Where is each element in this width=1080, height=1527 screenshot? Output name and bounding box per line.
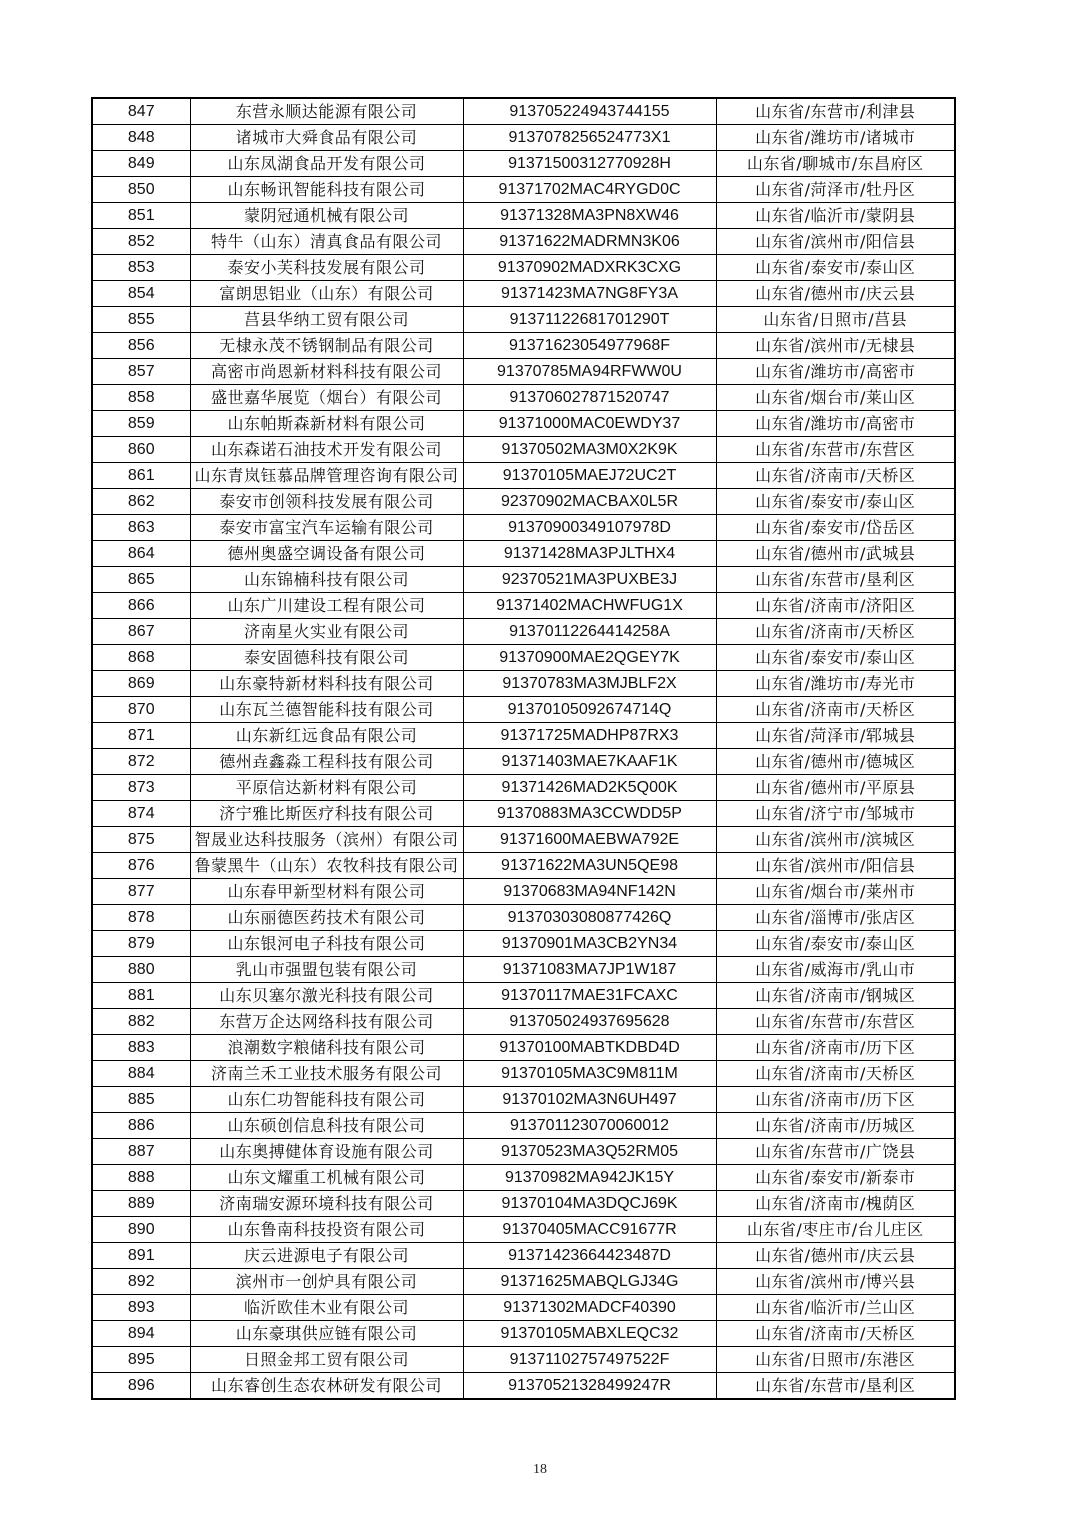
row-number: 878 <box>92 905 190 931</box>
table-row <box>92 489 955 515</box>
row-number: 892 <box>92 1269 190 1295</box>
region: 山东省/泰安市/泰山区 <box>716 255 955 281</box>
table-row <box>92 1139 955 1165</box>
region: 山东省/德州市/平原县 <box>716 775 955 801</box>
row-number: 856 <box>92 333 190 359</box>
region: 山东省/济南市/钢城区 <box>716 983 955 1009</box>
company-name: 德州垚鑫淼工程科技有限公司 <box>190 749 463 775</box>
row-number: 866 <box>92 593 190 619</box>
company-name: 山东锦楠科技有限公司 <box>190 567 463 593</box>
credit-code: 91370523MA3Q52RM05 <box>463 1139 716 1165</box>
region: 山东省/济南市/济阳区 <box>716 593 955 619</box>
table-row <box>92 879 955 905</box>
row-number: 879 <box>92 931 190 957</box>
region: 山东省/德州市/德城区 <box>716 749 955 775</box>
row-number: 860 <box>92 437 190 463</box>
credit-code: 91371622MADRMN3K06 <box>463 229 716 255</box>
table-row <box>92 1217 955 1243</box>
table-row <box>92 749 955 775</box>
company-name: 山东森诺石油技术开发有限公司 <box>190 437 463 463</box>
region: 山东省/德州市/武城县 <box>716 541 955 567</box>
table-row <box>92 1087 955 1113</box>
company-name: 鲁蒙黑牛（山东）农牧科技有限公司 <box>190 853 463 879</box>
row-number: 890 <box>92 1217 190 1243</box>
table-row <box>92 541 955 567</box>
region: 山东省/德州市/庆云县 <box>716 281 955 307</box>
region: 山东省/济南市/天桥区 <box>716 1061 955 1087</box>
credit-code: 91370117MAE31FCAXC <box>463 983 716 1009</box>
row-number: 884 <box>92 1061 190 1087</box>
company-name: 济南瑞安源环境科技有限公司 <box>190 1191 463 1217</box>
row-number: 882 <box>92 1009 190 1035</box>
table-row <box>92 463 955 489</box>
credit-code: 91370901MA3CB2YN34 <box>463 931 716 957</box>
row-number: 848 <box>92 125 190 151</box>
company-name: 泰安小芙科技发展有限公司 <box>190 255 463 281</box>
table-row <box>92 775 955 801</box>
row-number: 858 <box>92 385 190 411</box>
company-name: 山东文耀重工机械有限公司 <box>190 1165 463 1191</box>
table-row <box>92 827 955 853</box>
region: 山东省/淄博市/张店区 <box>716 905 955 931</box>
table-row <box>92 385 955 411</box>
company-name: 山东帕斯森新材料有限公司 <box>190 411 463 437</box>
region: 山东省/济宁市/邹城市 <box>716 801 955 827</box>
company-name: 高密市尚恩新材料科技有限公司 <box>190 359 463 385</box>
credit-code: 92370902MACBAX0L5R <box>463 489 716 515</box>
company-name: 东营永顺达能源有限公司 <box>190 98 463 125</box>
credit-code: 91370104MA3DQCJ69K <box>463 1191 716 1217</box>
table-row <box>92 1373 955 1400</box>
credit-code: 91371102757497522F <box>463 1347 716 1373</box>
credit-code: 91370785MA94RFWW0U <box>463 359 716 385</box>
region: 山东省/泰安市/泰山区 <box>716 489 955 515</box>
credit-code: 91370982MA942JK15Y <box>463 1165 716 1191</box>
company-name: 富朗思铝业（山东）有限公司 <box>190 281 463 307</box>
table-row <box>92 359 955 385</box>
credit-code: 91371428MA3PJLTHX4 <box>463 541 716 567</box>
company-name: 盛世嘉华展览（烟台）有限公司 <box>190 385 463 411</box>
company-name: 山东广川建设工程有限公司 <box>190 593 463 619</box>
region: 山东省/济南市/天桥区 <box>716 697 955 723</box>
credit-code: 91370105MAEJ72UC2T <box>463 463 716 489</box>
table-row <box>92 307 955 333</box>
row-number: 891 <box>92 1243 190 1269</box>
credit-code: 91370112264414258A <box>463 619 716 645</box>
region: 山东省/枣庄市/台儿庄区 <box>716 1217 955 1243</box>
row-number: 862 <box>92 489 190 515</box>
region: 山东省/潍坊市/诸城市 <box>716 125 955 151</box>
region: 山东省/潍坊市/高密市 <box>716 411 955 437</box>
credit-code: 91370900349107978D <box>463 515 716 541</box>
company-name: 山东银河电子科技有限公司 <box>190 931 463 957</box>
table-row <box>92 1191 955 1217</box>
region: 山东省/济南市/槐荫区 <box>716 1191 955 1217</box>
company-name: 无棣永茂不锈钢制品有限公司 <box>190 333 463 359</box>
credit-code: 91370783MA3MJBLF2X <box>463 671 716 697</box>
region: 山东省/泰安市/新泰市 <box>716 1165 955 1191</box>
credit-code: 91371403MAE7KAAF1K <box>463 749 716 775</box>
company-name: 济南星火实业有限公司 <box>190 619 463 645</box>
region: 山东省/威海市/乳山市 <box>716 957 955 983</box>
company-name: 山东新红远食品有限公司 <box>190 723 463 749</box>
region: 山东省/烟台市/莱山区 <box>716 385 955 411</box>
table-row <box>92 255 955 281</box>
region: 山东省/滨州市/无棣县 <box>716 333 955 359</box>
region: 山东省/聊城市/东昌府区 <box>716 151 955 177</box>
credit-code: 913705024937695628 <box>463 1009 716 1035</box>
table-row <box>92 1269 955 1295</box>
credit-code: 91370902MADXRK3CXG <box>463 255 716 281</box>
credit-code: 91371423664423487D <box>463 1243 716 1269</box>
table-row <box>92 411 955 437</box>
company-name: 济南兰禾工业技术服务有限公司 <box>190 1061 463 1087</box>
region: 山东省/泰安市/岱岳区 <box>716 515 955 541</box>
row-number: 847 <box>92 98 190 125</box>
region: 山东省/日照市/莒县 <box>716 307 955 333</box>
table-row <box>92 1035 955 1061</box>
row-number: 875 <box>92 827 190 853</box>
credit-code: 92370521MA3PUXBE3J <box>463 567 716 593</box>
table-row <box>92 1165 955 1191</box>
table-row <box>92 723 955 749</box>
row-number: 868 <box>92 645 190 671</box>
region: 山东省/泰安市/泰山区 <box>716 645 955 671</box>
company-name: 滨州市一创炉具有限公司 <box>190 1269 463 1295</box>
region: 山东省/滨州市/阳信县 <box>716 229 955 255</box>
region: 山东省/东营市/东营区 <box>716 437 955 463</box>
table-row <box>92 957 955 983</box>
region: 山东省/济南市/历下区 <box>716 1087 955 1113</box>
company-name: 济宁雅比斯医疗科技有限公司 <box>190 801 463 827</box>
company-name: 山东豪特新材料科技有限公司 <box>190 671 463 697</box>
table-row <box>92 437 955 463</box>
region: 山东省/济南市/天桥区 <box>716 1321 955 1347</box>
company-name: 山东奥搏健体育设施有限公司 <box>190 1139 463 1165</box>
credit-code: 91370502MA3M0X2K9K <box>463 437 716 463</box>
region: 山东省/烟台市/莱州市 <box>716 879 955 905</box>
credit-code: 91370521328499247R <box>463 1373 716 1400</box>
region: 山东省/东营市/垦利区 <box>716 1373 955 1400</box>
row-number: 880 <box>92 957 190 983</box>
company-name: 山东睿创生态农林研发有限公司 <box>190 1373 463 1400</box>
credit-code: 91370405MACC91677R <box>463 1217 716 1243</box>
table-row <box>92 983 955 1009</box>
row-number: 851 <box>92 203 190 229</box>
credit-code: 91370683MA94NF142N <box>463 879 716 905</box>
row-number: 854 <box>92 281 190 307</box>
credit-code: 91371302MADCF40390 <box>463 1295 716 1321</box>
credit-code: 91371623054977968F <box>463 333 716 359</box>
table-row <box>92 1009 955 1035</box>
credit-code: 913706027871520747 <box>463 385 716 411</box>
company-name: 山东贝塞尔激光科技有限公司 <box>190 983 463 1009</box>
table-row <box>92 905 955 931</box>
region: 山东省/滨州市/滨城区 <box>716 827 955 853</box>
table-row <box>92 1061 955 1087</box>
row-number: 886 <box>92 1113 190 1139</box>
region: 山东省/东营市/利津县 <box>716 98 955 125</box>
table-row <box>92 1243 955 1269</box>
table-row <box>92 1113 955 1139</box>
company-name: 特牛（山东）清真食品有限公司 <box>190 229 463 255</box>
company-name: 山东鲁南科技投资有限公司 <box>190 1217 463 1243</box>
row-number: 857 <box>92 359 190 385</box>
company-name: 泰安市富宝汽车运输有限公司 <box>190 515 463 541</box>
credit-code: 91371426MAD2K5Q00K <box>463 775 716 801</box>
table-row <box>92 151 955 177</box>
table-row <box>92 229 955 255</box>
credit-code: 91370105092674714Q <box>463 697 716 723</box>
table-row <box>92 801 955 827</box>
credit-code: 91371600MAEBWA792E <box>463 827 716 853</box>
row-number: 863 <box>92 515 190 541</box>
credit-code: 91371423MA7NG8FY3A <box>463 281 716 307</box>
region: 山东省/济南市/天桥区 <box>716 463 955 489</box>
region: 山东省/泰安市/泰山区 <box>716 931 955 957</box>
row-number: 849 <box>92 151 190 177</box>
row-number: 876 <box>92 853 190 879</box>
row-number: 873 <box>92 775 190 801</box>
table-row <box>92 697 955 723</box>
company-table <box>91 97 956 1400</box>
credit-code: 91371702MAC4RYGD0C <box>463 177 716 203</box>
table-row <box>92 931 955 957</box>
company-name: 山东青岚钰慕品牌管理咨询有限公司 <box>190 463 463 489</box>
credit-code: 91370100MABTKDBD4D <box>463 1035 716 1061</box>
region: 山东省/菏泽市/郓城县 <box>716 723 955 749</box>
table-row <box>92 515 955 541</box>
credit-code: 91371122681701290T <box>463 307 716 333</box>
credit-code: 91371622MA3UN5QE98 <box>463 853 716 879</box>
company-name: 山东凤湖食品开发有限公司 <box>190 151 463 177</box>
company-name: 泰安固德科技有限公司 <box>190 645 463 671</box>
row-number: 855 <box>92 307 190 333</box>
credit-code: 91370303080877426Q <box>463 905 716 931</box>
row-number: 867 <box>92 619 190 645</box>
credit-code: 91370105MABXLEQC32 <box>463 1321 716 1347</box>
region: 山东省/东营市/垦利区 <box>716 567 955 593</box>
company-name: 山东春甲新型材料有限公司 <box>190 879 463 905</box>
table-row <box>92 567 955 593</box>
page-number: 18 <box>533 1462 547 1477</box>
table-row <box>92 203 955 229</box>
table-row <box>92 1321 955 1347</box>
company-name: 泰安市创领科技发展有限公司 <box>190 489 463 515</box>
row-number: 895 <box>92 1347 190 1373</box>
company-name: 山东丽德医药技术有限公司 <box>190 905 463 931</box>
company-name: 乳山市强盟包装有限公司 <box>190 957 463 983</box>
row-number: 889 <box>92 1191 190 1217</box>
company-name: 山东仁功智能科技有限公司 <box>190 1087 463 1113</box>
row-number: 850 <box>92 177 190 203</box>
row-number: 864 <box>92 541 190 567</box>
row-number: 865 <box>92 567 190 593</box>
company-name: 庆云进源电子有限公司 <box>190 1243 463 1269</box>
credit-code: 91370102MA3N6UH497 <box>463 1087 716 1113</box>
row-number: 869 <box>92 671 190 697</box>
table-row <box>92 593 955 619</box>
row-number: 853 <box>92 255 190 281</box>
row-number: 887 <box>92 1139 190 1165</box>
row-number: 894 <box>92 1321 190 1347</box>
region: 山东省/日照市/东港区 <box>716 1347 955 1373</box>
credit-code: 91371000MAC0EWDY37 <box>463 411 716 437</box>
row-number: 859 <box>92 411 190 437</box>
company-name: 东营万企达网络科技有限公司 <box>190 1009 463 1035</box>
row-number: 871 <box>92 723 190 749</box>
company-name: 平原信达新材料有限公司 <box>190 775 463 801</box>
table-row <box>92 853 955 879</box>
credit-code: 913701123070060012 <box>463 1113 716 1139</box>
region: 山东省/济南市/历下区 <box>716 1035 955 1061</box>
row-number: 872 <box>92 749 190 775</box>
table-row <box>92 333 955 359</box>
company-name: 德州奥盛空调设备有限公司 <box>190 541 463 567</box>
row-number: 852 <box>92 229 190 255</box>
row-number: 888 <box>92 1165 190 1191</box>
credit-code: 91370883MA3CCWDD5P <box>463 801 716 827</box>
credit-code: 91371625MABQLGJ34G <box>463 1269 716 1295</box>
row-number: 874 <box>92 801 190 827</box>
company-name: 浪潮数字粮储科技有限公司 <box>190 1035 463 1061</box>
table-row <box>92 281 955 307</box>
credit-code: 91371500312770928H <box>463 151 716 177</box>
region: 山东省/滨州市/博兴县 <box>716 1269 955 1295</box>
table-row <box>92 177 955 203</box>
company-name: 智晟业达科技服务（滨州）有限公司 <box>190 827 463 853</box>
credit-code: 91370900MAE2QGEY7K <box>463 645 716 671</box>
company-name: 山东豪琪供应链有限公司 <box>190 1321 463 1347</box>
row-number: 883 <box>92 1035 190 1061</box>
row-number: 877 <box>92 879 190 905</box>
company-name: 山东硕创信息科技有限公司 <box>190 1113 463 1139</box>
company-table-body <box>92 98 955 1399</box>
credit-code: 91371402MACHWFUG1X <box>463 593 716 619</box>
region: 山东省/临沂市/蒙阴县 <box>716 203 955 229</box>
region: 山东省/德州市/庆云县 <box>716 1243 955 1269</box>
row-number: 893 <box>92 1295 190 1321</box>
region: 山东省/滨州市/阳信县 <box>716 853 955 879</box>
credit-code: 91371083MA7JP1W187 <box>463 957 716 983</box>
region: 山东省/济南市/历城区 <box>716 1113 955 1139</box>
region: 山东省/东营市/东营区 <box>716 1009 955 1035</box>
table-row <box>92 1295 955 1321</box>
region: 山东省/菏泽市/牡丹区 <box>716 177 955 203</box>
table-row <box>92 98 955 125</box>
company-name: 诸城市大舜食品有限公司 <box>190 125 463 151</box>
company-name: 蒙阴冠通机械有限公司 <box>190 203 463 229</box>
table-row <box>92 645 955 671</box>
region: 山东省/临沂市/兰山区 <box>716 1295 955 1321</box>
credit-code: 91371725MADHP87RX3 <box>463 723 716 749</box>
row-number: 881 <box>92 983 190 1009</box>
table-row <box>92 1347 955 1373</box>
table-row <box>92 125 955 151</box>
region: 山东省/潍坊市/寿光市 <box>716 671 955 697</box>
company-name: 临沂欧佳木业有限公司 <box>190 1295 463 1321</box>
company-name: 山东瓦兰德智能科技有限公司 <box>190 697 463 723</box>
region: 山东省/东营市/广饶县 <box>716 1139 955 1165</box>
row-number: 885 <box>92 1087 190 1113</box>
company-name: 莒县华纳工贸有限公司 <box>190 307 463 333</box>
credit-code: 91371328MA3PN8XW46 <box>463 203 716 229</box>
credit-code: 91370105MA3C9M811M <box>463 1061 716 1087</box>
company-name: 日照金邦工贸有限公司 <box>190 1347 463 1373</box>
row-number: 896 <box>92 1373 190 1400</box>
table-row <box>92 619 955 645</box>
table-row <box>92 671 955 697</box>
region: 山东省/潍坊市/高密市 <box>716 359 955 385</box>
row-number: 861 <box>92 463 190 489</box>
credit-code: 9137078256524773X1 <box>463 125 716 151</box>
region: 山东省/济南市/天桥区 <box>716 619 955 645</box>
credit-code: 913705224943744155 <box>463 98 716 125</box>
company-name: 山东畅讯智能科技有限公司 <box>190 177 463 203</box>
row-number: 870 <box>92 697 190 723</box>
